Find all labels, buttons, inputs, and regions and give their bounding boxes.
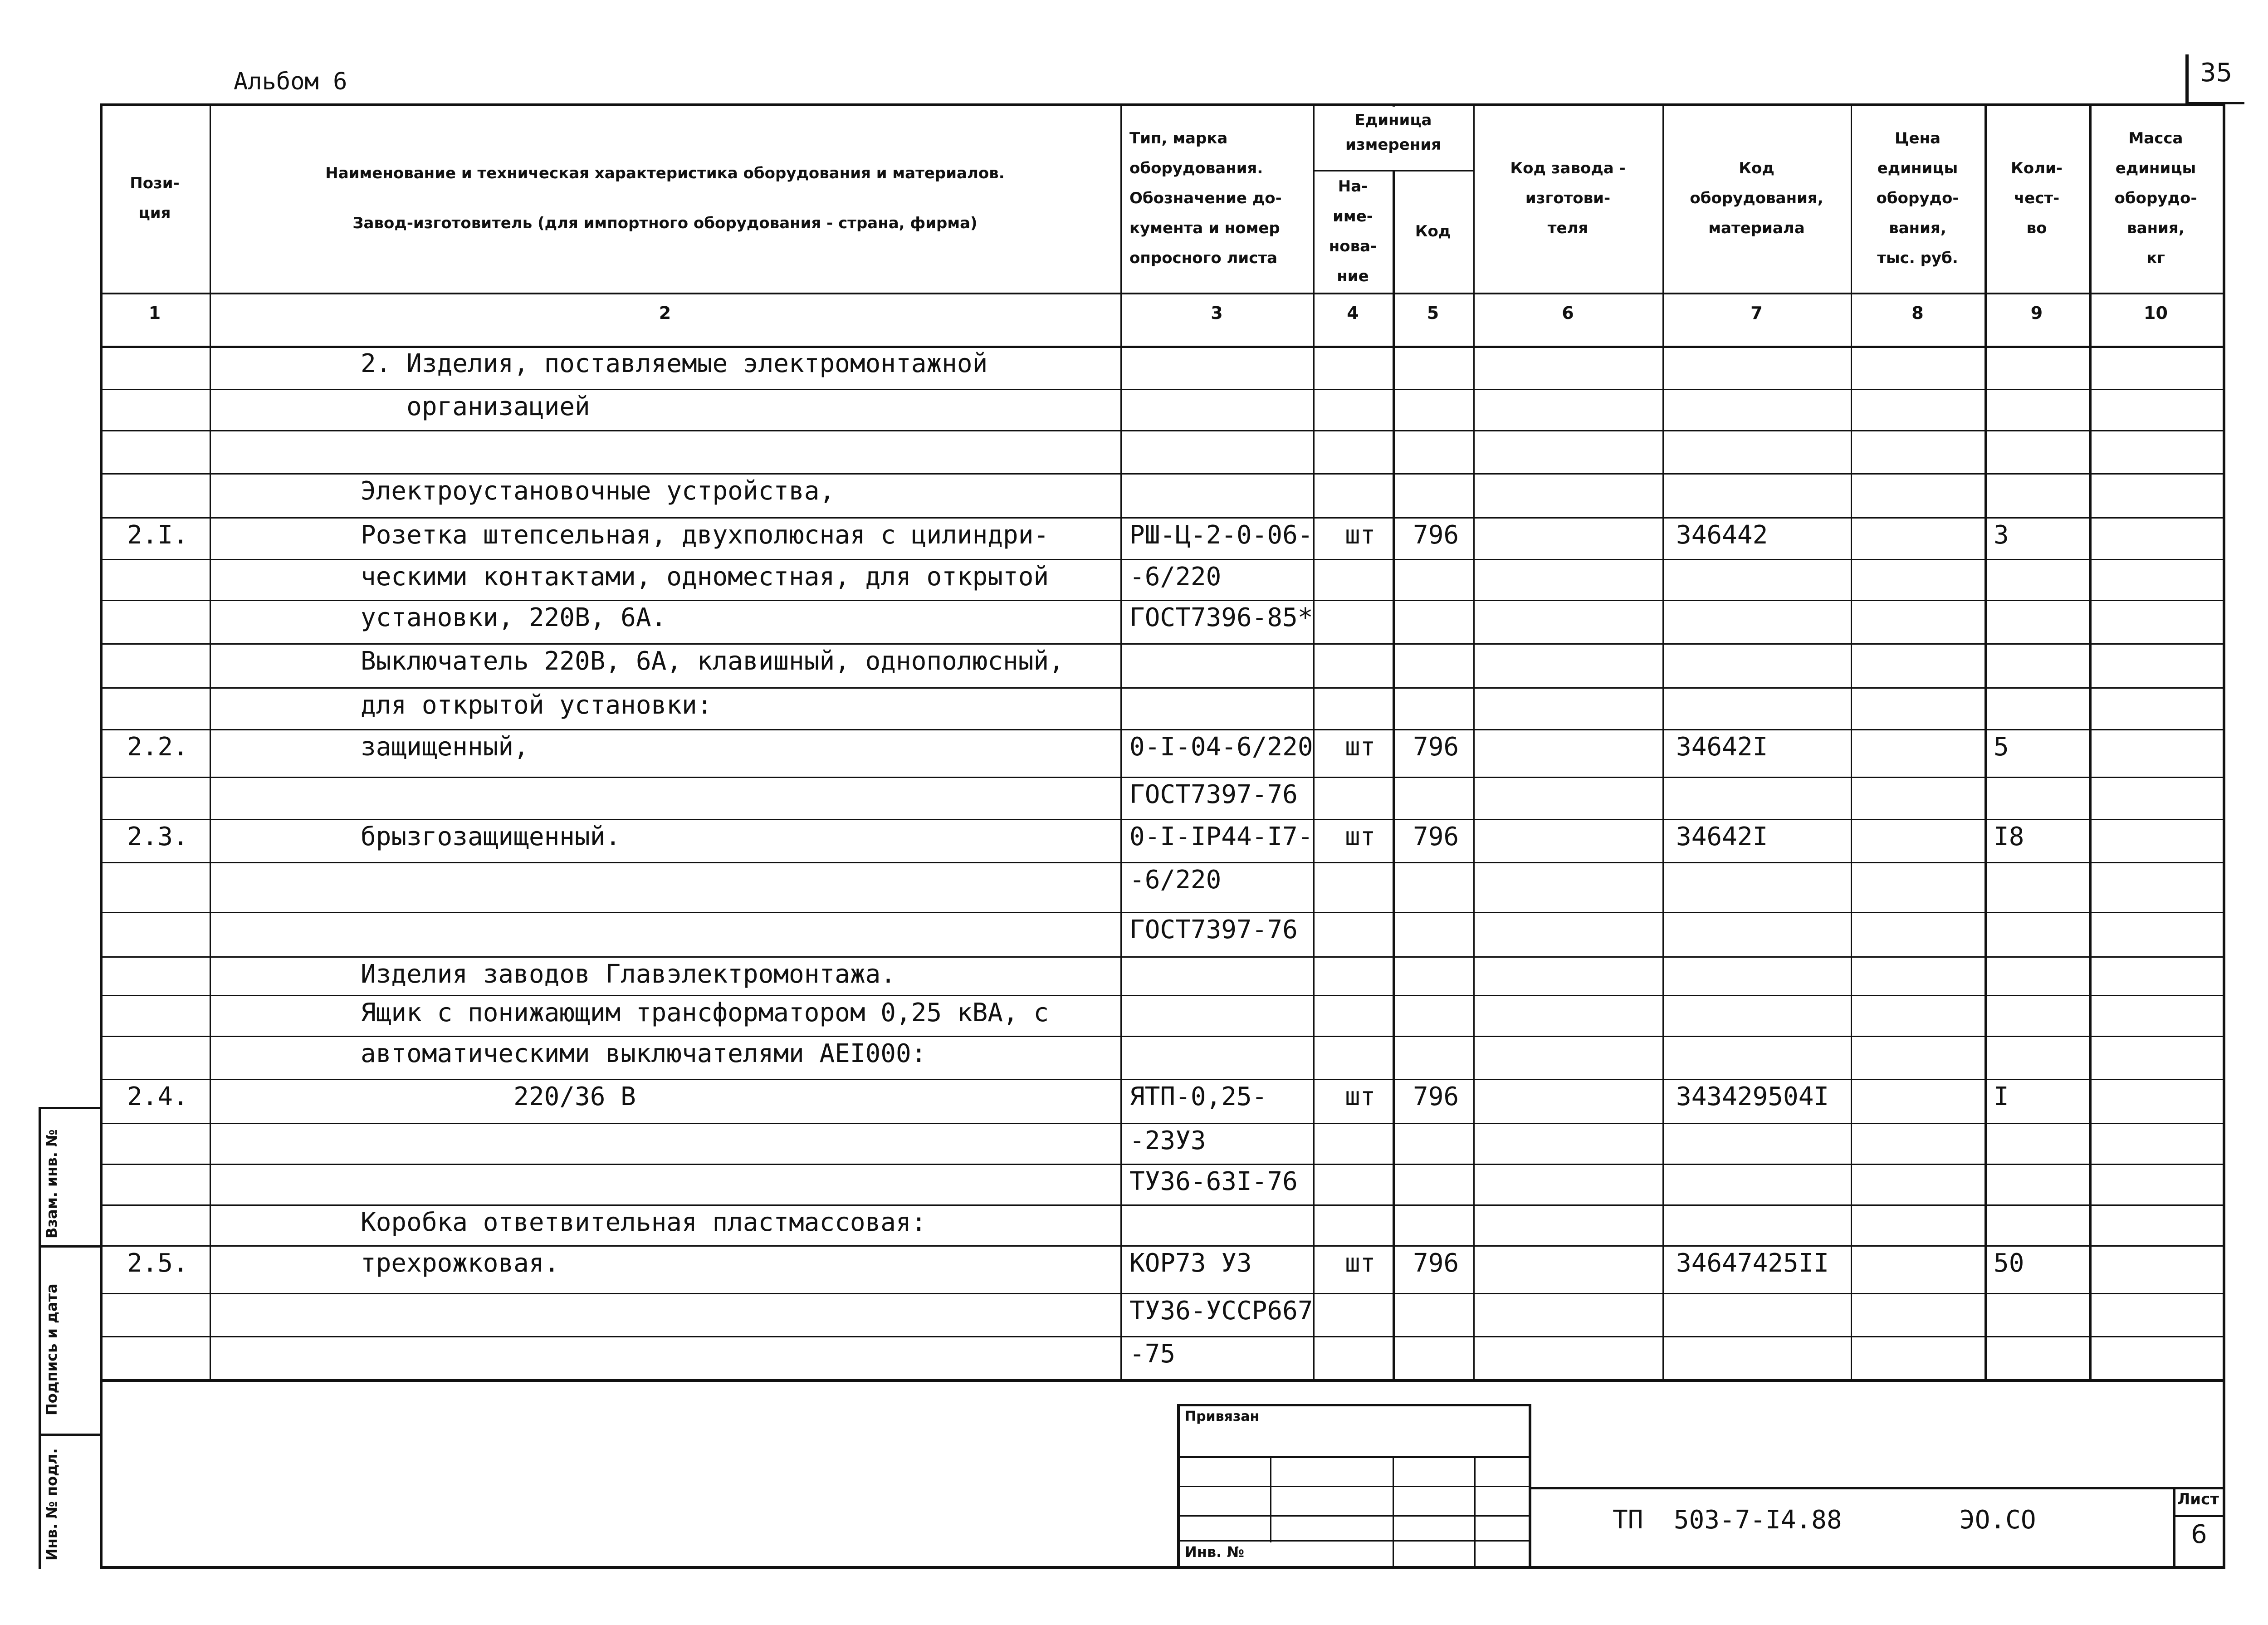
side-strip-top bbox=[39, 1107, 103, 1109]
cell-type: ГОСТ7397-76 bbox=[1129, 780, 1298, 809]
column-header-text: Наименование и техническая характеристика оборудования и материалов. Завод-изготовитель (для импортного оборудования - страна, фирма) bbox=[325, 164, 1005, 232]
cell-qty: I8 bbox=[1994, 822, 2024, 852]
column-header-text: Код bbox=[1415, 222, 1451, 240]
table-border-bottom bbox=[100, 1379, 2225, 1382]
column-number: 8 bbox=[1911, 303, 1924, 323]
inv-no-label: Инв. № bbox=[1185, 1543, 1244, 1561]
column-number: 5 bbox=[1427, 303, 1439, 323]
stamp-sheet-row bbox=[2173, 1515, 2225, 1517]
cell-name: Изделия заводов Главэлектромонтажа. bbox=[361, 959, 896, 989]
column-header-4 bbox=[1313, 170, 1393, 293]
column-number: 3 bbox=[1211, 303, 1223, 323]
column-number: 1 bbox=[148, 303, 161, 323]
column-number: 6 bbox=[1562, 303, 1574, 323]
cell-type: ГОСТ7397-76 bbox=[1129, 915, 1298, 945]
stamp-box-row2 bbox=[1177, 1486, 1531, 1487]
cell-code: 796 bbox=[1413, 1248, 1459, 1278]
privyazan-label: Привязан bbox=[1185, 1409, 1260, 1424]
page-number: 35 bbox=[2200, 58, 2233, 88]
cell-pos: 2.2. bbox=[127, 732, 188, 762]
column-header-text: Код оборудования, материала bbox=[1690, 159, 1823, 237]
cell-pos: 2.3. bbox=[127, 822, 188, 852]
cell-qty: 5 bbox=[1994, 732, 2009, 762]
stamp-box-top bbox=[1177, 1404, 1531, 1406]
cell-equip: 34647425II bbox=[1676, 1248, 1829, 1278]
column-header-10 bbox=[2089, 103, 2223, 293]
cell-type: КОР73 У3 bbox=[1129, 1248, 1252, 1278]
header-bottom-line bbox=[100, 293, 2223, 294]
cell-unit: шт bbox=[1345, 822, 1376, 852]
frame-bottom bbox=[100, 1566, 2225, 1569]
column-divider bbox=[1120, 103, 1122, 1382]
cell-unit: шт bbox=[1345, 520, 1376, 550]
cell-code: 796 bbox=[1413, 822, 1459, 852]
column-divider bbox=[1984, 103, 1987, 1382]
column-divider bbox=[1473, 103, 1475, 1382]
album-label: Альбом 6 bbox=[234, 68, 347, 95]
stamp-box-col1 bbox=[1270, 1456, 1271, 1542]
cell-name: 220/36 В bbox=[361, 1082, 636, 1111]
document-code: ТП 503-7-I4.88 bbox=[1613, 1505, 1842, 1535]
column-divider bbox=[210, 103, 211, 1382]
column-header-8 bbox=[1851, 103, 1984, 293]
cell-name: Электроустановочные устройства, bbox=[361, 476, 835, 506]
column-header-2 bbox=[210, 103, 1120, 293]
cell-name: Ящик с понижающим трансформатором 0,25 кВА, с bbox=[361, 998, 1049, 1028]
cell-type: 0-I-IP44-I7- bbox=[1129, 822, 1313, 852]
column-header-text: На- име- нова- ние bbox=[1329, 177, 1377, 285]
frame-left bbox=[100, 1379, 103, 1569]
cell-name: трехрожковая. bbox=[361, 1248, 560, 1278]
stamp-box-row1 bbox=[1177, 1456, 1531, 1458]
side-strip-div2 bbox=[39, 1434, 103, 1436]
side-label-vzam-inv: Взам. инв. № bbox=[43, 1129, 60, 1238]
column-divider bbox=[1393, 103, 1395, 1382]
cell-pos: 2.5. bbox=[127, 1248, 188, 1278]
column-number: 7 bbox=[1750, 303, 1763, 323]
page-number-divider bbox=[2185, 54, 2189, 104]
column-header-text: Пози- ция bbox=[130, 174, 180, 222]
cell-unit: шт bbox=[1345, 1082, 1376, 1111]
column-header-3 bbox=[1120, 103, 1313, 293]
cell-type: ГОСТ7396-85* bbox=[1129, 603, 1313, 632]
column-divider bbox=[1851, 103, 1852, 1382]
column-number: 9 bbox=[2030, 303, 2043, 323]
unit-group-header: Единица измерения bbox=[1345, 111, 1441, 154]
cell-equip: 34642I bbox=[1676, 732, 1768, 762]
cell-equip: 34642I bbox=[1676, 822, 1768, 852]
column-header-7 bbox=[1662, 103, 1851, 293]
column-header-text: Масса единицы оборудо- вания, кг bbox=[2114, 129, 2197, 267]
column-divider bbox=[1662, 103, 1664, 1382]
cell-name: Выключатель 220В, 6А, клавишный, однополюсный, bbox=[361, 646, 1064, 676]
column-divider bbox=[1313, 103, 1315, 1382]
column-number: 10 bbox=[2144, 303, 2168, 323]
cell-code: 796 bbox=[1413, 1082, 1459, 1111]
side-label-inv-podl: Инв. № подл. bbox=[43, 1448, 60, 1561]
cell-unit: шт bbox=[1345, 1248, 1376, 1278]
cell-name: установки, 220В, 6А. bbox=[361, 603, 667, 632]
cell-name: организацией bbox=[361, 392, 590, 421]
column-header-5 bbox=[1393, 170, 1473, 293]
cell-type: РШ-Ц-2-0-06- bbox=[1129, 520, 1313, 550]
cell-unit: шт bbox=[1345, 732, 1376, 762]
stamp-main-top bbox=[1529, 1487, 2225, 1489]
column-divider bbox=[2089, 103, 2092, 1382]
side-strip-left bbox=[39, 1107, 41, 1569]
column-header-text: Код завода - изготови- теля bbox=[1510, 159, 1626, 237]
column-header-text: Цена единицы оборудо- вания, тыс. руб. bbox=[1876, 129, 1959, 267]
stamp-box-row4 bbox=[1177, 1540, 1531, 1542]
column-number: 2 bbox=[659, 303, 671, 323]
column-header-9 bbox=[1984, 103, 2089, 293]
column-divider bbox=[100, 103, 103, 1382]
cell-equip: 343429504I bbox=[1676, 1082, 1829, 1111]
cell-name: брызгозащищенный. bbox=[361, 822, 621, 852]
sheet-number: 6 bbox=[2191, 1520, 2207, 1549]
cell-name: для открытой установки: bbox=[361, 690, 713, 720]
cell-qty: I bbox=[1994, 1082, 2009, 1111]
column-header-1 bbox=[100, 103, 210, 293]
column-header-text: Коли- чест- во bbox=[2011, 159, 2063, 237]
sheet-label: Лист bbox=[2177, 1490, 2219, 1508]
stamp-box-row3 bbox=[1177, 1515, 1531, 1517]
cell-code: 796 bbox=[1413, 732, 1459, 762]
cell-type: ТУ36-УССР667 bbox=[1129, 1296, 1313, 1326]
stamp-box-col2 bbox=[1393, 1456, 1394, 1569]
cell-type: 0-I-04-6/220 bbox=[1129, 732, 1313, 762]
section-code: ЭО.СО bbox=[1960, 1505, 2036, 1535]
column-header-text: Тип, марка оборудования. Обозначение до- кумента и номер опросного листа bbox=[1129, 129, 1282, 267]
cell-equip: 346442 bbox=[1676, 520, 1768, 550]
cell-name: защищенный, bbox=[361, 732, 529, 762]
cell-name: 2. Изделия, поставляемые электромонтажной bbox=[361, 349, 988, 378]
cell-qty: 50 bbox=[1994, 1248, 2024, 1278]
side-strip-div1 bbox=[39, 1245, 103, 1248]
cell-name: Коробка ответвительная пластмассовая: bbox=[361, 1208, 927, 1237]
cell-type: ЯТП-0,25- bbox=[1129, 1082, 1267, 1111]
side-label-podpis-data: Подпись и дата bbox=[43, 1283, 60, 1415]
stamp-sheet-divider bbox=[2173, 1487, 2175, 1569]
cell-type: ТУ36-63I-76 bbox=[1129, 1167, 1298, 1196]
cell-type: -6/220 bbox=[1129, 562, 1222, 592]
cell-pos: 2.4. bbox=[127, 1082, 188, 1111]
cell-qty: 3 bbox=[1994, 520, 2009, 550]
cell-code: 796 bbox=[1413, 520, 1459, 550]
cell-type: -6/220 bbox=[1129, 865, 1222, 895]
cell-type: -23У3 bbox=[1129, 1126, 1206, 1155]
cell-type: -75 bbox=[1129, 1339, 1176, 1369]
frame-right bbox=[2223, 1379, 2225, 1569]
column-divider bbox=[2223, 103, 2225, 1382]
cell-pos: 2.I. bbox=[127, 520, 188, 550]
stamp-box-col3 bbox=[1474, 1456, 1476, 1569]
cell-name: Розетка штепсельная, двухполюсная с цилиндри- bbox=[361, 520, 1049, 550]
cell-name: ческими контактами, одноместная, для открытой bbox=[361, 562, 1049, 592]
cell-name: автоматическими выключателями АЕI000: bbox=[361, 1039, 927, 1068]
column-header-6 bbox=[1473, 103, 1662, 293]
column-number: 4 bbox=[1347, 303, 1359, 323]
row-divider bbox=[100, 430, 2223, 431]
